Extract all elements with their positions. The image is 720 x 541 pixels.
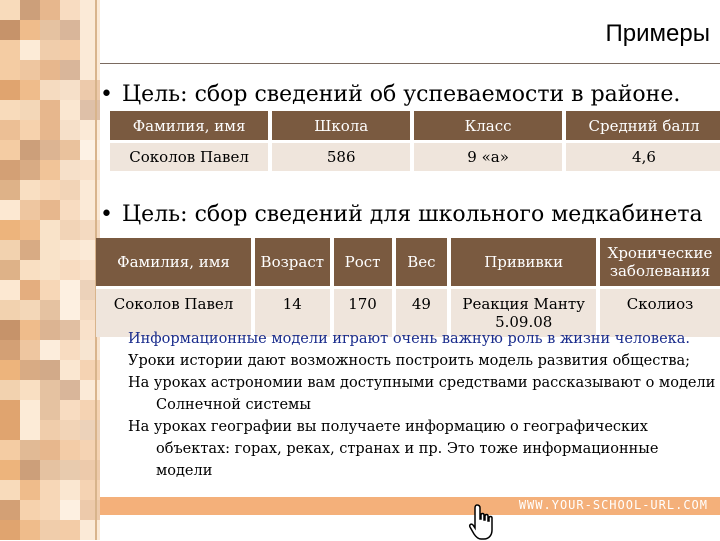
table-cell: 586 (270, 142, 412, 172)
slide-title: Примеры (605, 20, 710, 47)
mosaic-tile (60, 140, 80, 160)
mosaic-tile (40, 460, 60, 480)
mosaic-tile (20, 520, 40, 540)
mosaic-tile (80, 220, 100, 240)
mosaic-tile (60, 480, 80, 500)
mosaic-tile (40, 440, 60, 460)
mosaic-tile (80, 160, 100, 180)
mosaic-tile (0, 360, 20, 380)
mosaic-tile (60, 380, 80, 400)
title-area (100, 0, 720, 70)
bullet-goal-2 (100, 202, 703, 228)
mosaic-tile (40, 0, 60, 20)
header-cell: Средний балл (564, 111, 720, 142)
mosaic-tile (0, 420, 20, 440)
mosaic-tile (80, 380, 100, 400)
mosaic-tile (20, 480, 40, 500)
mosaic-tile (60, 520, 80, 540)
mosaic-tile (0, 320, 20, 340)
mosaic-tile (80, 20, 100, 40)
mosaic-tile (80, 0, 100, 20)
table-cell: 170 (332, 288, 394, 338)
mosaic-tile (80, 180, 100, 200)
mosaic-tile (20, 500, 40, 520)
header-cell: Класс (412, 111, 564, 142)
mosaic-tile (0, 120, 20, 140)
mosaic-tile (80, 500, 100, 520)
mosaic-tile (60, 260, 80, 280)
mosaic-tile (60, 280, 80, 300)
mosaic-tile (60, 80, 80, 100)
mosaic-tile (40, 320, 60, 340)
mosaic-tile (60, 120, 80, 140)
mosaic-tile (0, 520, 20, 540)
mosaic-tile (40, 480, 60, 500)
mosaic-tile (60, 0, 80, 20)
mosaic-tile (80, 360, 100, 380)
mosaic-tile (40, 20, 60, 40)
mosaic-tile (80, 420, 100, 440)
table-header-row (110, 111, 720, 142)
mosaic-tile (0, 440, 20, 460)
mosaic-tile (0, 220, 20, 240)
medical-table (96, 238, 720, 337)
bullet-goal-1 (100, 82, 680, 108)
mosaic-tile (0, 40, 20, 60)
header-cell: Хронические заболевания (598, 238, 720, 288)
title-rule (100, 63, 720, 64)
mosaic-tile (40, 300, 60, 320)
table-cell: Сколиоз (598, 288, 720, 338)
mosaic-tile (80, 400, 100, 420)
table-cell: 49 (394, 288, 450, 338)
mosaic-tile (0, 260, 20, 280)
mosaic-tile (60, 440, 80, 460)
decorative-mosaic-strip (0, 0, 100, 540)
mosaic-tile (20, 60, 40, 80)
mosaic-tile (60, 300, 80, 320)
mosaic-tile (0, 480, 20, 500)
mosaic-tile (60, 160, 80, 180)
mosaic-tile (0, 0, 20, 20)
mosaic-tile (60, 460, 80, 480)
bullet-goal-2-text: Цель: сбор сведений для школьного медкабинета (122, 202, 703, 227)
notes-block (128, 328, 718, 482)
mosaic-tile (40, 120, 60, 140)
note-line: Уроки истории дают возможность построить модель развития общества; (128, 353, 691, 369)
mosaic-tile (20, 200, 40, 220)
mosaic-tile (0, 280, 20, 300)
header-cell: Вес (394, 238, 450, 288)
mosaic-tile (40, 400, 60, 420)
mosaic-tile (80, 140, 100, 160)
bullet-symbol: • (100, 202, 113, 227)
mosaic-tile (60, 60, 80, 80)
mosaic-tile (0, 160, 20, 180)
mosaic-tile (80, 460, 100, 480)
mosaic-tile (20, 320, 40, 340)
mosaic-tile (80, 200, 100, 220)
mosaic-tile (20, 0, 40, 20)
mosaic-tile (40, 40, 60, 60)
mosaic-tile (60, 220, 80, 240)
mosaic-tile (80, 520, 100, 540)
mosaic-tile (80, 60, 100, 80)
mosaic-tile (20, 220, 40, 240)
mosaic-tile (60, 100, 80, 120)
mosaic-tile (20, 300, 40, 320)
mosaic-tile (20, 20, 40, 40)
mosaic-tile (40, 220, 60, 240)
mosaic-tile (20, 360, 40, 380)
mosaic-tile (40, 80, 60, 100)
mosaic-tile (0, 80, 20, 100)
mosaic-tile (20, 380, 40, 400)
mosaic-tile (60, 400, 80, 420)
mosaic-tile (80, 100, 100, 120)
mosaic-tile (0, 100, 20, 120)
mosaic-tile (60, 240, 80, 260)
header-cell: Возраст (253, 238, 332, 288)
mosaic-tile (40, 60, 60, 80)
mosaic-tile (60, 180, 80, 200)
bullet-symbol: • (100, 82, 113, 107)
mosaic-tile (60, 340, 80, 360)
mosaic-tile (80, 80, 100, 100)
mosaic-tile (20, 180, 40, 200)
mosaic-tile (20, 80, 40, 100)
mosaic-tile (60, 360, 80, 380)
header-cell: Прививки (449, 238, 598, 288)
table-header-row (96, 238, 720, 288)
mosaic-tile (20, 140, 40, 160)
mosaic-tile (60, 20, 80, 40)
note-line: На уроках географии вы получаете информацию о географических объектах: горах, реках, странах и пр. Это тоже информационные модели (128, 419, 659, 479)
mosaic-tile (60, 320, 80, 340)
header-cell: Школа (270, 111, 412, 142)
mosaic-tile (40, 160, 60, 180)
table-cell: Реакция Манту 5.09.08 (449, 288, 598, 338)
mosaic-tile (40, 380, 60, 400)
performance-table (110, 111, 720, 171)
mosaic-tile (20, 280, 40, 300)
table-cell: 9 «а» (412, 142, 564, 172)
mosaic-tile (20, 400, 40, 420)
mosaic-tile (0, 140, 20, 160)
mosaic-tile (20, 40, 40, 60)
header-cell: Фамилия, имя (96, 238, 253, 288)
mosaic-tile (0, 340, 20, 360)
mosaic-tile (40, 140, 60, 160)
note-line: На уроках астрономии вам доступными средствами рассказывают о модели Солнечной системы (128, 375, 716, 413)
mosaic-tile (40, 360, 60, 380)
mosaic-tile (0, 460, 20, 480)
table-row (110, 142, 720, 172)
header-cell: Фамилия, имя (110, 111, 270, 142)
mosaic-tile (0, 500, 20, 520)
mosaic-tile (0, 60, 20, 80)
mosaic-tile (20, 160, 40, 180)
mosaic-tile (40, 520, 60, 540)
mosaic-tile (80, 480, 100, 500)
table-cell: Соколов Павел (110, 142, 270, 172)
bullet-goal-1-text: Цель: сбор сведений об успеваемости в районе. (122, 82, 681, 107)
mosaic-tile (20, 340, 40, 360)
mosaic-tile (20, 100, 40, 120)
mosaic-tile (0, 380, 20, 400)
footer-url: WWW.YOUR-SCHOOL-URL.COM (518, 498, 708, 512)
mosaic-tile (0, 400, 20, 420)
mosaic-tile (40, 180, 60, 200)
mosaic-tile (0, 240, 20, 260)
note-line: Информационные модели играют очень важную роль в жизни человека. (128, 331, 690, 347)
header-cell: Рост (332, 238, 394, 288)
mosaic-tile (40, 280, 60, 300)
table-cell: 14 (253, 288, 332, 338)
mosaic-tile (40, 240, 60, 260)
mosaic-tile (60, 500, 80, 520)
table-cell: 4,6 (564, 142, 720, 172)
mosaic-tile (40, 260, 60, 280)
mosaic-tile (40, 340, 60, 360)
table-cell: Соколов Павел (96, 288, 253, 338)
mosaic-tile (40, 100, 60, 120)
mosaic-tile (20, 460, 40, 480)
mosaic-tile (0, 180, 20, 200)
mosaic-tile (20, 240, 40, 260)
mosaic-tile (0, 200, 20, 220)
mosaic-tile (20, 120, 40, 140)
mosaic-tile (0, 20, 20, 40)
mosaic-tile (40, 200, 60, 220)
mosaic-tile (80, 120, 100, 140)
mosaic-tile (60, 40, 80, 60)
mosaic-tile (80, 440, 100, 460)
mosaic-tile (40, 500, 60, 520)
mosaic-tile (40, 420, 60, 440)
mosaic-tile (80, 40, 100, 60)
mosaic-tile (60, 200, 80, 220)
mosaic-tile (0, 300, 20, 320)
mosaic-tile (20, 440, 40, 460)
mosaic-tile (20, 420, 40, 440)
mosaic-tile (80, 340, 100, 360)
mosaic-tile (60, 420, 80, 440)
hand-pointer-icon (468, 503, 498, 541)
mosaic-tile (20, 260, 40, 280)
